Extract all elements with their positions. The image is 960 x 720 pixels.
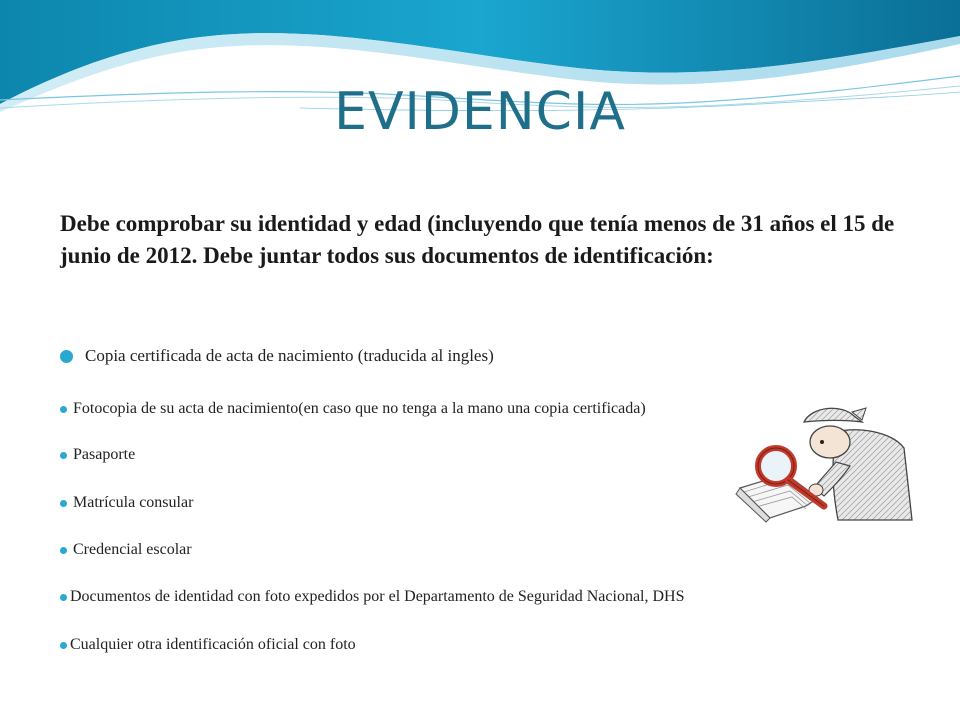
list-item-text: Credencial escolar	[73, 541, 192, 558]
list-item-text: Matrícula consular	[73, 494, 194, 511]
detective-magnifying-glass-icon	[726, 402, 916, 526]
slide-title: EVIDENCIA	[334, 82, 626, 142]
list-item	[60, 446, 135, 464]
list-item	[60, 346, 494, 366]
intro-paragraph: Debe comprobar su identidad y edad (incluyendo que tenía menos de 31 años el 15 de junio de 2012. Debe juntar todos sus documentos de identificación:	[60, 211, 895, 268]
list-item-text: Documentos de identidad con foto expedidos por el Departamento de Seguridad Nacional, DHS	[70, 588, 685, 605]
bullet-dot	[60, 350, 73, 363]
list-item-text: Pasaporte	[73, 446, 136, 463]
list-item	[60, 588, 685, 606]
bullet-dot	[60, 594, 67, 601]
list-item	[60, 494, 193, 512]
bullet-dot	[60, 547, 67, 554]
list-item	[60, 636, 356, 654]
bullet-dot	[60, 500, 67, 507]
bullet-dot	[60, 452, 67, 459]
bullet-dot	[60, 406, 67, 413]
list-item	[60, 400, 646, 418]
bullet-dot	[60, 642, 67, 649]
list-item-text: Fotocopia de su acta de nacimiento(en caso que no tenga a la mano una copia certificada)	[73, 400, 646, 417]
list-item	[60, 541, 192, 559]
list-item-text: Copia certificada de acta de nacimiento (traducida al ingles)	[85, 346, 494, 365]
list-item-text: Cualquier otra identificación oficial con foto	[70, 636, 356, 653]
